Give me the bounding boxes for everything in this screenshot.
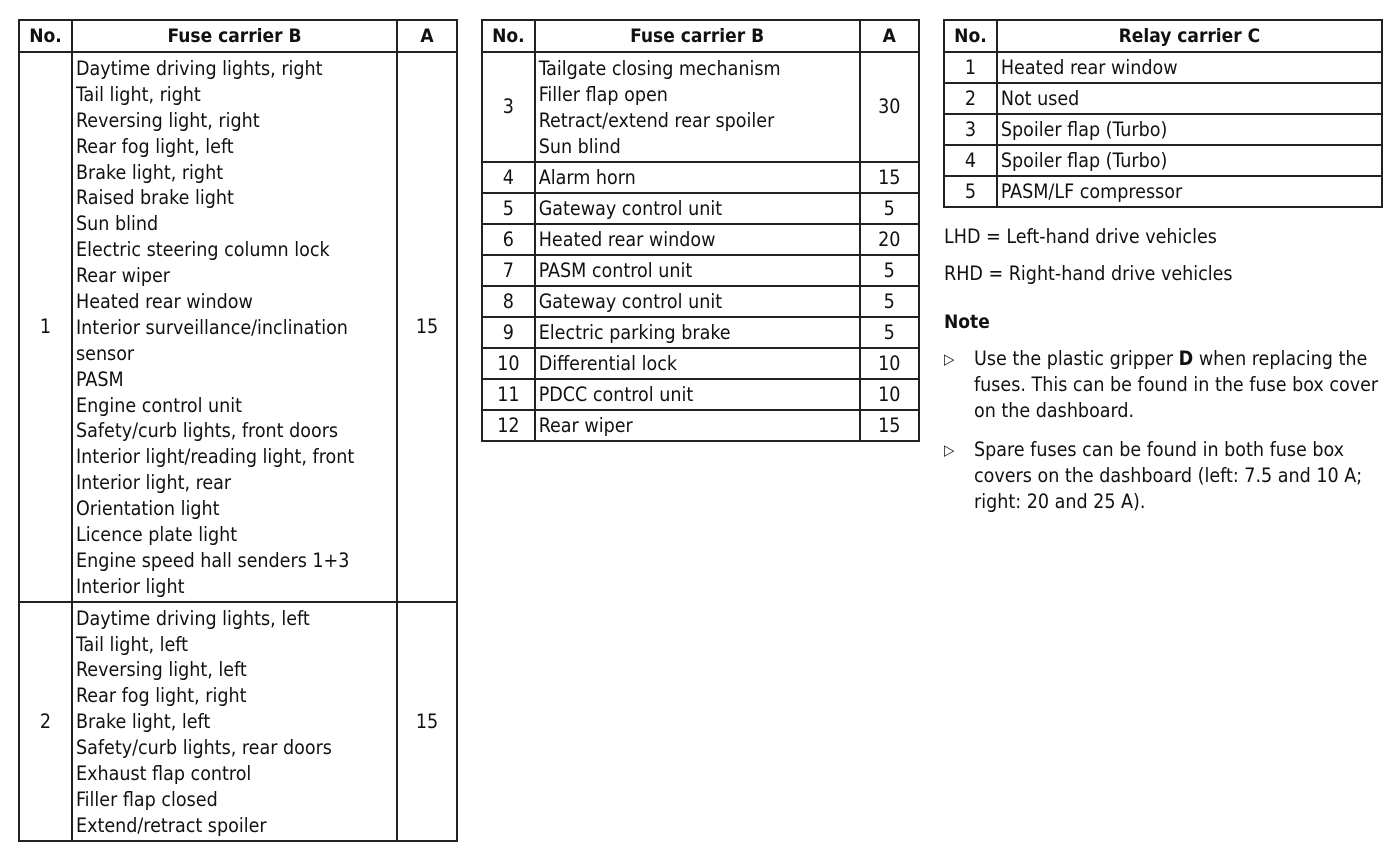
col-header-title: Relay carrier C: [997, 20, 1382, 52]
fuse-carrier-b-table-1: [18, 19, 458, 842]
list-item: Rear fog light, right: [76, 684, 247, 708]
fuse-number: 3: [482, 52, 535, 162]
relay-description: Heated rear window: [997, 52, 1382, 83]
relay-number: 3: [944, 114, 997, 145]
list-item: Reversing light, left: [76, 658, 247, 682]
fuse-amperage: 20: [860, 224, 919, 255]
fuse-amperage: 5: [860, 286, 919, 317]
list-item: Exhaust flap control: [76, 762, 252, 786]
triangle-bullet-icon: ▷: [944, 441, 955, 459]
list-item: Tail light, left: [76, 632, 188, 656]
list-item: Daytime driving lights, right: [76, 57, 323, 80]
fuse-number: 12: [482, 410, 535, 441]
col-header-no: No.: [19, 20, 72, 52]
note-title: Note: [944, 311, 990, 333]
col-header-amp: A: [860, 20, 919, 52]
table-row: [482, 286, 919, 317]
relay-description: PASM/LF compressor: [997, 176, 1382, 207]
list-item: Interior surveillance/inclination: [76, 315, 348, 339]
fuse-number: 6: [482, 224, 535, 255]
fuse-description: Alarm horn: [535, 162, 860, 193]
col-header-amp: A: [397, 20, 457, 52]
table-row: [944, 83, 1382, 114]
legend-rhd: RHD = Right-hand drive vehicles: [944, 262, 1233, 285]
list-item: Electric steering column lock: [76, 238, 330, 262]
list-item: Licence plate light: [76, 523, 238, 547]
fuse-description: Gateway control unit: [535, 286, 860, 317]
relay-description: Spoiler flap (Turbo): [997, 145, 1382, 176]
list-item: Tail light, right: [76, 82, 201, 106]
list-item: Extend/retract spoiler: [76, 813, 267, 837]
fuse-description: Heated rear window: [535, 224, 860, 255]
table-row: [482, 224, 919, 255]
triangle-bullet-icon: ▷: [944, 350, 955, 368]
fuse-amperage: 5: [860, 255, 919, 286]
fuse-description: Gateway control unit: [535, 193, 860, 224]
fuse-description: [72, 52, 397, 602]
fuse-amperage: 15: [397, 602, 457, 841]
fuse-number: 4: [482, 162, 535, 193]
note-text: Use the plastic gripper D when replacing the fuses. This can be found in the fuse box cover on the dashboard.: [974, 347, 1379, 422]
relay-carrier-c-table: [943, 19, 1383, 208]
col-header-no: No.: [944, 20, 997, 52]
list-item: Brake light, left: [76, 710, 211, 734]
fuse-amperage: 15: [397, 52, 457, 602]
fuse-amperage: 10: [860, 379, 919, 410]
list-item: Reversing light, right: [76, 108, 260, 132]
list-item: Sun blind: [538, 134, 621, 158]
fuse-description: [535, 52, 860, 162]
list-item: Filler flap open: [538, 82, 668, 106]
table-row: [19, 602, 457, 841]
relay-number: 5: [944, 176, 997, 207]
list-item: Daytime driving lights, left: [76, 606, 310, 630]
list-item: Rear wiper: [76, 264, 171, 288]
col-header-title: Fuse carrier B: [72, 20, 397, 52]
fuse-number: 7: [482, 255, 535, 286]
fuse-amperage: 5: [860, 193, 919, 224]
table-row: [944, 176, 1382, 207]
relay-number: 2: [944, 83, 997, 114]
fuse-number: 9: [482, 317, 535, 348]
list-item: Heated rear window: [76, 290, 253, 314]
list-item: Interior light, rear: [76, 471, 232, 495]
list-item: Interior light: [76, 574, 185, 598]
fuse-amperage: 15: [860, 162, 919, 193]
table-row: [482, 52, 919, 162]
fuse-amperage: 5: [860, 317, 919, 348]
fuse-description: PASM control unit: [535, 255, 860, 286]
relay-number: 4: [944, 145, 997, 176]
list-item: Orientation light: [76, 497, 220, 521]
list-item: Rear fog light, left: [76, 134, 234, 158]
relay-description: Spoiler flap (Turbo): [997, 114, 1382, 145]
fuse-description: PDCC control unit: [535, 379, 860, 410]
table-row: [944, 145, 1382, 176]
col-header-title: Fuse carrier B: [535, 20, 860, 52]
table-row: [482, 255, 919, 286]
fuse-amperage: 10: [860, 348, 919, 379]
relay-number: 1: [944, 52, 997, 83]
table-row: [944, 52, 1382, 83]
fuse-number: 8: [482, 286, 535, 317]
list-item: Tailgate closing mechanism: [538, 57, 781, 80]
list-item: Raised brake light: [76, 186, 234, 210]
fuse-description: [72, 602, 397, 841]
list-item: Brake light, right: [76, 160, 224, 184]
fuse-number: 2: [19, 602, 72, 841]
fuse-amperage: 30: [860, 52, 919, 162]
list-item: PASM: [76, 367, 124, 391]
fuse-number: 1: [19, 52, 72, 602]
fuse-description: Rear wiper: [535, 410, 860, 441]
table-row: [482, 348, 919, 379]
table-row: [482, 317, 919, 348]
note-text: Spare fuses can be found in both fuse box covers on the dashboard (left: 7.5 and 10 A; right: 20 and 25 A).: [974, 438, 1363, 513]
table-row: [482, 410, 919, 441]
list-item: Engine speed hall senders 1+3: [76, 548, 350, 572]
fuse-amperage: 15: [860, 410, 919, 441]
table-row: [19, 52, 457, 602]
table-row: [482, 162, 919, 193]
fuse-number: 5: [482, 193, 535, 224]
list-item: Sun blind: [76, 212, 159, 236]
table-row: [482, 193, 919, 224]
list-item: sensor: [76, 341, 135, 365]
table-row: [482, 379, 919, 410]
fuse-carrier-b-table-2: [481, 19, 920, 442]
list-item: Engine control unit: [76, 393, 243, 417]
legend-lhd: LHD = Left-hand drive vehicles: [944, 225, 1217, 248]
list-item: Retract/extend rear spoiler: [538, 108, 775, 132]
list-item: Safety/curb lights, front doors: [76, 419, 339, 443]
fuse-number: 10: [482, 348, 535, 379]
fuse-description: Differential lock: [535, 348, 860, 379]
table-row: [944, 114, 1382, 145]
relay-description: Not used: [997, 83, 1382, 114]
fuse-description: Electric parking brake: [535, 317, 860, 348]
list-item: Interior light/reading light, front: [76, 445, 355, 469]
fuse-number: 11: [482, 379, 535, 410]
list-item: Safety/curb lights, rear doors: [76, 736, 332, 760]
col-header-no: No.: [482, 20, 535, 52]
list-item: Filler flap closed: [76, 787, 218, 811]
